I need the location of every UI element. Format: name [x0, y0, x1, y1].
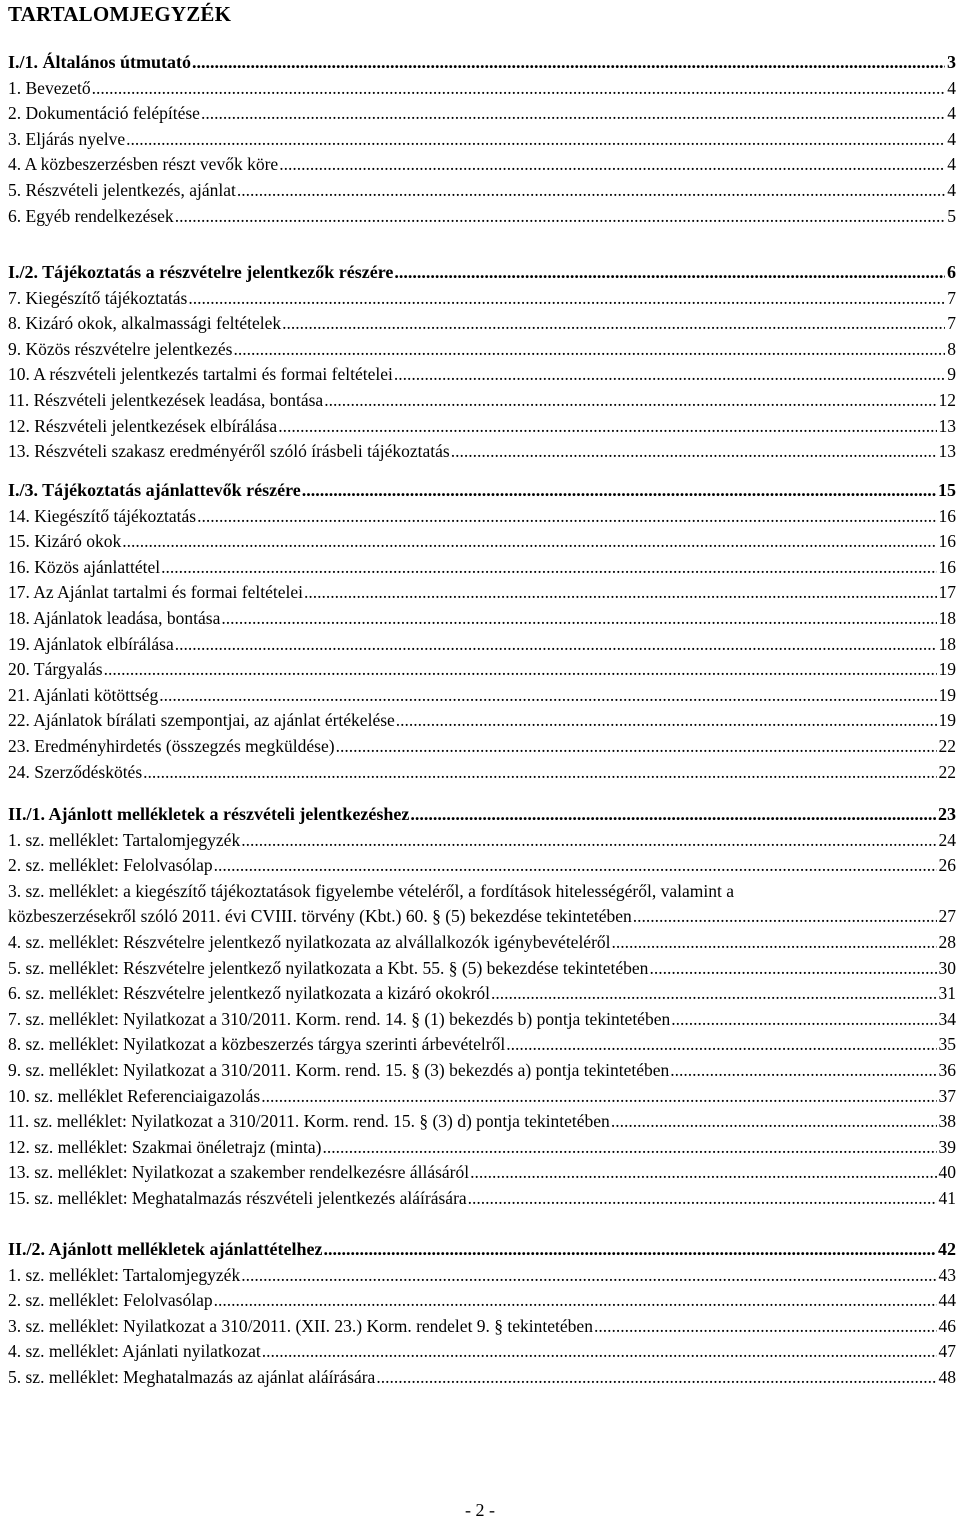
toc-entry-text-cont: közbeszerzésekről szóló 2011. évi CVIII. törvény (Kbt.) 60. § (5) bekezdése tekintetében [8, 906, 632, 927]
toc-entry[interactable] [8, 930, 956, 956]
toc-page-number: 31 [938, 983, 956, 1004]
toc-entry-text: 12. sz. melléklet: Szakmai önéletrajz (minta) [8, 1136, 322, 1157]
dot-leader [122, 529, 936, 555]
toc-entry[interactable] [8, 606, 956, 632]
dot-leader [201, 101, 945, 127]
toc-page-number: 46 [938, 1315, 956, 1336]
toc-entry-text: 12. Részvételi jelentkezések elbírálása [8, 415, 278, 436]
toc-entry[interactable] [8, 853, 956, 879]
toc-entry[interactable] [8, 439, 956, 465]
dot-leader [241, 1263, 936, 1289]
toc-page-number: 9 [947, 364, 956, 385]
dot-leader [376, 1365, 936, 1391]
toc-entry[interactable] [8, 956, 956, 982]
page-number: - 2 - [465, 1500, 495, 1520]
toc-entry-text: 10. sz. melléklet Referenciaigazolás [8, 1085, 261, 1106]
toc-page-number: 40 [938, 1162, 956, 1183]
toc-entry-text: 6. Egyéb rendelkezések [8, 205, 174, 226]
toc-page-number: 19 [938, 684, 956, 705]
dot-leader [670, 1058, 936, 1084]
toc-entry-text: 17. Az Ajánlat tartalmi és formai feltételei [8, 582, 303, 603]
dot-leader [143, 760, 936, 786]
dot-leader [594, 1314, 937, 1340]
toc-entry[interactable] [8, 362, 956, 388]
toc-entry[interactable] [8, 504, 956, 530]
toc-page-number: 24 [938, 829, 956, 850]
toc-entry[interactable] [8, 1365, 956, 1391]
dot-leader [241, 828, 936, 854]
dot-leader [282, 311, 945, 337]
dot-leader [506, 1032, 936, 1058]
dot-leader [233, 337, 945, 363]
dot-leader [278, 414, 936, 440]
toc-page-number: 5 [947, 205, 956, 226]
toc-entry[interactable] [8, 1058, 956, 1084]
dot-leader [468, 1186, 937, 1212]
dot-leader [410, 802, 936, 828]
toc-page-number: 7 [947, 313, 956, 334]
toc-page-number: 4 [947, 103, 956, 124]
dot-leader [491, 981, 936, 1007]
toc-entry[interactable] [8, 555, 956, 581]
dot-leader [92, 76, 946, 102]
toc-heading[interactable] [8, 1237, 956, 1263]
toc-page-number: 4 [947, 154, 956, 175]
toc-page-number: 42 [938, 1239, 956, 1259]
toc-page-number: 34 [938, 1008, 956, 1029]
toc-page-number: 8 [947, 338, 956, 359]
dot-leader [104, 657, 937, 683]
toc-entry-text: 4. A közbeszerzésben részt vevők köre [8, 154, 279, 175]
toc-entry-text: 6. sz. melléklet: Részvételre jelentkező nyilatkozata a kizáró okokról [8, 983, 491, 1004]
toc-entry[interactable] [8, 204, 956, 230]
toc-page-number: 48 [938, 1366, 956, 1387]
dot-leader [304, 580, 937, 606]
toc-entry-text: 14. Kiegészítő tájékoztatás [8, 505, 197, 526]
toc-section [8, 260, 956, 465]
dot-leader [612, 930, 937, 956]
toc-entry-text: 18. Ajánlatok leadása, bontása [8, 607, 221, 628]
dot-leader [671, 1007, 936, 1033]
toc-section [8, 50, 956, 229]
dot-leader [197, 504, 936, 530]
toc-entry[interactable] [8, 529, 956, 555]
toc-section [8, 1237, 956, 1391]
toc-page-number: 13 [938, 415, 956, 436]
toc-entry-text: 2. sz. melléklet: Felolvasólap [8, 1290, 213, 1311]
toc-entry-text: 21. Ajánlati kötöttség [8, 684, 159, 705]
dot-leader [159, 683, 936, 709]
toc-entry[interactable] [8, 127, 956, 153]
toc-entry-text: 16. Közös ajánlattétel [8, 556, 161, 577]
dot-leader [214, 853, 937, 879]
toc-entry-text: 24. Szerződéskötés [8, 761, 143, 782]
dot-leader [394, 362, 945, 388]
toc-page-number: 7 [947, 287, 956, 308]
toc-entry-text: 7. Kiegészítő tájékoztatás [8, 287, 188, 308]
dot-leader [611, 1109, 937, 1135]
toc-page-number: 22 [938, 735, 956, 756]
toc-entry-text: 3. sz. melléklet: Nyilatkozat a 310/2011. (XII. 23.) Korm. rendelet 9. § tekintetében [8, 1315, 593, 1336]
dot-leader [649, 956, 936, 982]
toc-page-number: 18 [938, 607, 956, 628]
toc-page-number: 47 [938, 1341, 956, 1362]
toc-entry-text: 1. Bevezető [8, 77, 91, 98]
toc-entry-text: I./2. Tájékoztatás a részvételre jelentkezők részére [8, 262, 394, 282]
toc-page-number: 15 [938, 480, 956, 500]
toc-page-number: 41 [938, 1187, 956, 1208]
toc-entry[interactable] [8, 828, 956, 854]
toc-entry[interactable] [8, 683, 956, 709]
toc-entry-text: 5. sz. melléklet: Részvételre jelentkező nyilatkozata a Kbt. 55. § (5) bekezdése tekintetében [8, 957, 649, 978]
toc-page-number: 26 [938, 855, 956, 876]
dot-leader [175, 632, 937, 658]
toc-entry-text: 2. sz. melléklet: Felolvasólap [8, 855, 213, 876]
toc-entry-text: 1. sz. melléklet: Tartalomjegyzék [8, 829, 241, 850]
toc-entry[interactable] [8, 1109, 956, 1135]
toc-entry-text: 4. sz. melléklet: Részvételre jelentkező nyilatkozata az alvállalkozók igénybevételéről [8, 931, 611, 952]
toc-page-number: 35 [938, 1034, 956, 1055]
toc-entry-text: 11. sz. melléklet: Nyilatkozat a 310/2011. Korm. rend. 15. § (3) d) pontja tekintetében [8, 1111, 610, 1132]
toc-entry-text: 7. sz. melléklet: Nyilatkozat a 310/2011. Korm. rend. 14. § (1) bekezdés b) pontja tekintetében [8, 1008, 671, 1029]
toc-page-number: 18 [938, 633, 956, 654]
dot-leader [221, 606, 936, 632]
toc-entry-text: 9. sz. melléklet: Nyilatkozat a 310/2011. Korm. rend. 15. § (3) bekezdés a) pontja tekintetében [8, 1059, 670, 1080]
dot-leader [161, 555, 936, 581]
toc-page-number: 6 [947, 262, 956, 282]
dot-leader [633, 904, 937, 930]
toc-section [8, 802, 956, 1212]
page-title: TARTALOMJEGYZÉK [8, 2, 232, 26]
dot-leader [322, 1135, 936, 1161]
toc-entry-text: 11. Részvételi jelentkezések leadása, bontása [8, 389, 324, 410]
toc-entry-text: I./3. Tájékoztatás ajánlattevők részére [8, 480, 301, 500]
toc-entry-text: 4. sz. melléklet: Ajánlati nyilatkozat [8, 1341, 261, 1362]
toc-page-number: 22 [938, 761, 956, 782]
toc-entry[interactable] [8, 178, 956, 204]
toc-page-number: 19 [938, 710, 956, 731]
toc-entry-text: 19. Ajánlatok elbírálása [8, 633, 174, 654]
toc-entry[interactable] [8, 1314, 956, 1340]
toc-entry-text: 8. Kizáró okok, alkalmassági feltételek [8, 313, 282, 334]
toc-entry[interactable] [8, 152, 956, 178]
toc-entry-text: 8. sz. melléklet: Nyilatkozat a közbeszerzés tárgya szerinti árbevételről [8, 1034, 506, 1055]
toc-entry[interactable] [8, 1263, 956, 1289]
dot-leader [302, 478, 936, 504]
toc-page-number: 16 [938, 556, 956, 577]
toc-entry-text: 2. Dokumentáció felépítése [8, 103, 200, 124]
toc-entry-text: I./1. Általános útmutató [8, 52, 192, 72]
toc-page-number: 13 [938, 441, 956, 462]
toc-entry-text: 5. sz. melléklet: Meghatalmazás az ajánlat aláírására [8, 1366, 376, 1387]
toc-page-number: 28 [938, 931, 956, 952]
toc-heading[interactable] [8, 50, 956, 76]
dot-leader [175, 204, 946, 230]
toc-entry[interactable] [8, 388, 956, 414]
toc-entry[interactable] [8, 337, 956, 363]
dot-leader [394, 260, 945, 286]
toc-entry[interactable] [8, 657, 956, 683]
toc-page-number: 39 [938, 1136, 956, 1157]
toc-page-number: 4 [947, 179, 956, 200]
dot-leader [324, 388, 936, 414]
dot-leader [323, 1237, 936, 1263]
toc-entry[interactable] [8, 1186, 956, 1212]
toc-entry[interactable] [8, 734, 956, 760]
toc-entry[interactable] [8, 760, 956, 786]
toc-page-number: 27 [938, 906, 956, 927]
toc-page-number: 23 [938, 804, 956, 824]
dot-leader [214, 1288, 937, 1314]
toc-page-number: 3 [947, 52, 956, 72]
toc-entry[interactable] [8, 981, 956, 1007]
dot-leader [451, 439, 937, 465]
toc-entry[interactable] [8, 1288, 956, 1314]
toc-entry-text: 5. Részvételi jelentkezés, ajánlat [8, 179, 236, 200]
toc-heading[interactable] [8, 478, 956, 504]
toc-entry[interactable] [8, 311, 956, 337]
dot-leader [237, 178, 945, 204]
toc-page-number: 4 [947, 128, 956, 149]
dot-leader [396, 708, 937, 734]
toc-page-number: 12 [938, 389, 956, 410]
toc-entry-text: 1. sz. melléklet: Tartalomjegyzék [8, 1264, 241, 1285]
toc-entry[interactable] [8, 1084, 956, 1110]
dot-leader [262, 1339, 937, 1365]
toc-entry-text: 13. sz. melléklet: Nyilatkozat a szakember rendelkezésre állásáról [8, 1162, 470, 1183]
toc-page-number: 30 [938, 957, 956, 978]
toc-entry-text: 3. sz. melléklet: a kiegészítő tájékoztatások figyelembe vételéről, a fordítások hitelességéről, valamint a [8, 880, 734, 901]
toc-entry-text: 3. Eljárás nyelve [8, 128, 126, 149]
toc-entry-text: 20. Tárgyalás [8, 659, 103, 680]
toc-entry[interactable] [8, 1135, 956, 1161]
toc-entry-text: 13. Részvételi szakasz eredményéről szóló írásbeli tájékoztatás [8, 441, 450, 462]
toc-page-number: 44 [938, 1290, 956, 1311]
toc-entry[interactable] [8, 414, 956, 440]
toc-page-number: 4 [947, 77, 956, 98]
toc-entry[interactable] [8, 879, 956, 930]
toc-entry[interactable] [8, 1160, 956, 1186]
toc-entry[interactable] [8, 632, 956, 658]
toc-entry-text: 9. Közös részvételre jelentkezés [8, 338, 233, 359]
dot-leader [192, 50, 945, 76]
toc-section [8, 478, 956, 785]
toc-entry-text: 10. A részvételi jelentkezés tartalmi és formai feltételei [8, 364, 393, 385]
toc-page-number: 36 [938, 1059, 956, 1080]
toc-page-number: 38 [938, 1111, 956, 1132]
toc-entry-text: II./2. Ajánlott mellékletek ajánlattételhez [8, 1239, 323, 1259]
toc-entry[interactable] [8, 1007, 956, 1033]
toc-entry[interactable] [8, 101, 956, 127]
toc-entry[interactable] [8, 1339, 956, 1365]
toc-page-number: 17 [938, 582, 956, 603]
toc-entry[interactable] [8, 286, 956, 312]
toc-entry[interactable] [8, 580, 956, 606]
toc-heading[interactable] [8, 260, 956, 286]
dot-leader [126, 127, 945, 153]
toc-entry-text: 22. Ajánlatok bírálati szempontjai, az ajánlat értékelése [8, 710, 395, 731]
toc-entry-text: 15. sz. melléklet: Meghatalmazás részvételi jelentkezés aláírására [8, 1187, 467, 1208]
toc-entry-text: 23. Eredményhirdetés (összegzés megküldése) [8, 735, 335, 756]
dot-leader [188, 286, 945, 312]
dot-leader [336, 734, 937, 760]
toc-page-number: 19 [938, 659, 956, 680]
dot-leader [261, 1084, 936, 1110]
toc-page-number: 16 [938, 531, 956, 552]
toc-entry[interactable] [8, 76, 956, 102]
dot-leader [279, 152, 945, 178]
toc-entry-text: 15. Kizáró okok [8, 531, 122, 552]
toc-entry[interactable] [8, 1032, 956, 1058]
toc-entry-text: II./1. Ajánlott mellékletek a részvételi jelentkezéshez [8, 804, 410, 824]
toc-page-number: 43 [938, 1264, 956, 1285]
toc-entry[interactable] [8, 708, 956, 734]
toc-heading[interactable] [8, 802, 956, 828]
toc-page-number: 37 [938, 1085, 956, 1106]
toc-page-number: 16 [938, 505, 956, 526]
dot-leader [470, 1160, 936, 1186]
